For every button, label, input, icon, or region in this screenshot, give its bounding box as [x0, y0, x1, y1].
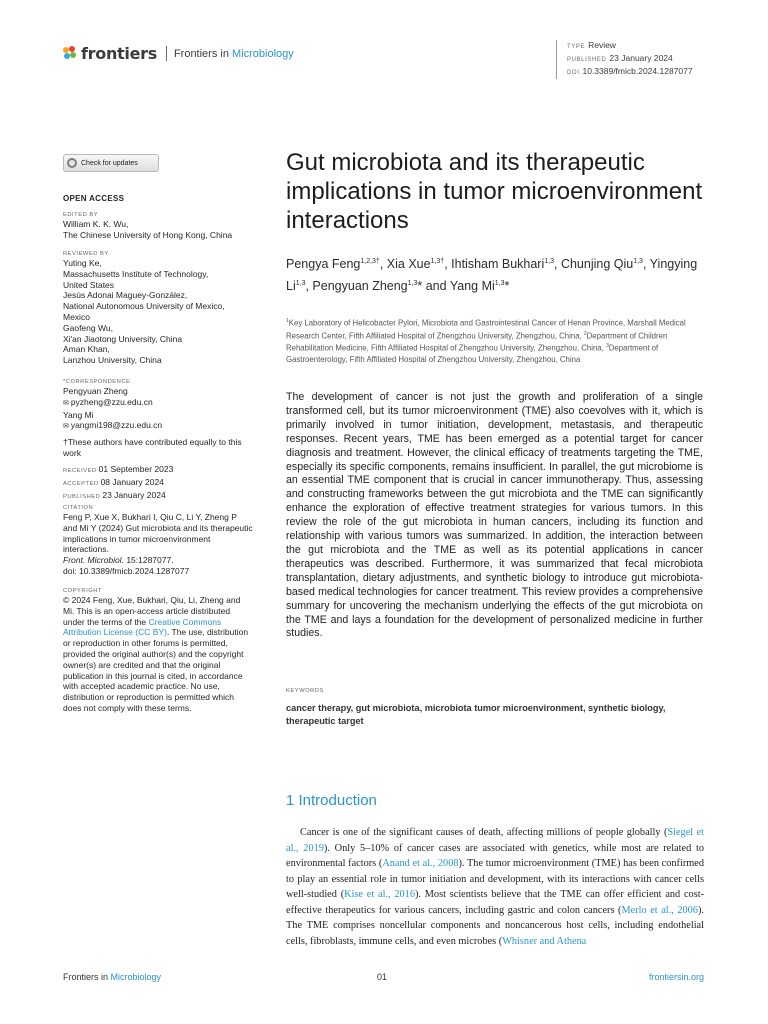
date-value: 08 January 2024: [100, 476, 164, 487]
email-address[interactable]: pyzheng@zzu.edu.cn: [70, 396, 153, 407]
author-separator: ,: [305, 279, 313, 294]
author-affiliation-marker: 1,2,3†: [360, 258, 380, 265]
author-name[interactable]: Ihtisham Bukhari: [451, 257, 545, 272]
date-label: ACCEPTED: [63, 480, 99, 487]
author-separator: ,: [553, 257, 561, 272]
footer-site-link[interactable]: frontiersin.org: [648, 972, 704, 982]
author-name[interactable]: Pengya Feng: [286, 257, 361, 272]
article-type: Review: [588, 40, 616, 50]
author-affiliation-marker: 1,3: [407, 280, 418, 288]
date-value: 01 September 2023: [98, 464, 174, 474]
author-affiliation-marker: 1,3†: [430, 258, 445, 265]
logo-divider: [166, 46, 167, 61]
published-date: 23 January 2024: [609, 53, 673, 63]
author-name[interactable]: Yang Mi: [449, 279, 495, 294]
date-value: 23 January 2024: [102, 489, 166, 500]
date-row: [63, 464, 253, 477]
reviewer-line: United States: [63, 279, 115, 290]
author-name[interactable]: Chunjing Qiu: [560, 257, 634, 272]
body-text: ). Most scientists believe that the TME can offer efficient and cost-effective therapeutics for various cancers, including gastric and colon cancers (: [286, 889, 705, 916]
affiliation-text: Department of Children Rehabilitation Medicine, Fifth Affiliated Hospital of Zhengzhou University, Zhengzhou, China,: [286, 331, 668, 353]
page-number: 01: [377, 972, 388, 982]
body-text: ). The TME comprises noncellular components and noncancerous host cells, including endothelial cells, fibroblasts, immune cells, and even microbes (: [286, 904, 704, 947]
body-text: ). Only 5–10% of cancer cases are associated with genetics, while most are related to environmental factors (: [286, 842, 704, 869]
reviewer-line: Aman Khan,: [63, 344, 110, 355]
check-for-updates-button[interactable]: Check for updates: [63, 154, 159, 172]
reviewer-line: Massachusetts Institute of Technology,: [63, 268, 209, 279]
article-dates: [63, 464, 253, 502]
equal-contribution-note: †These authors have contributed equally to this work: [63, 437, 242, 458]
affiliations: [286, 316, 706, 365]
doi-link[interactable]: 10.3389/fmicb.2024.1287077: [582, 66, 693, 76]
reviewed-by: REVIEWED BY Yuting Ke, Massachusetts Institute of Technology, United States Jesús Adonai Maguey-González, National Autonomous University of Mexico, Mexico Gaofeng Wu, Xi'an Jiaotong University, China Aman Khan, Lanzhou University, China: [63, 250, 253, 366]
body-text: ). The tumor microenvironment (TME) has been confirmed to play an essential role in tumor initiation and development, with its interactions with cancer cells well-studied (: [286, 858, 704, 900]
citation-link[interactable]: Whisner and Athena: [502, 935, 587, 947]
date-label: RECEIVED: [63, 468, 97, 474]
open-access-label: OPEN ACCESS: [63, 194, 125, 203]
citation: CITATION Feng P, Xue X, Bukhari I, Qiu C, Li Y, Zheng P and Mi Y (2024) Gut microbiota and its therapeutic implications in tumor microenvironment interactions. Front. Microbiol. 15:1287077. doi: 10.3389/fmicb.2024.1287077: [63, 505, 253, 576]
correspondent-name: Pengyuan Zheng: [63, 386, 128, 396]
copyright: COPYRIGHT © 2024 Feng, Xue, Bukhari, Qiu, Li, Zheng and Mi. This is an open-access article distributed under the terms of the Creative Commons Attribution License (CC BY). The use, distribution or reproduction in other forums is permitted, provided the original author(s) and the copyright owner(s) are credited and that the original publication in this journal is cited, in accordance with accepted academic practice. No use, distribution or reproduction is permitted which does not comply with these terms.: [63, 588, 249, 713]
refresh-icon: [67, 158, 77, 168]
frontiers-logo[interactable]: [63, 44, 294, 63]
affiliation-text: Key Laboratory of Helicobacter Pylori, Microbiota and Gastrointestinal Cancer of Henan Province, Marshall Medical Research Center, Fifth Affiliated Hospital of Zhengzhou University, Zhengzhou, China,: [286, 318, 686, 341]
envelope-icon: ✉: [63, 399, 71, 407]
footer-journal: Frontiers in Microbiology: [63, 972, 162, 982]
author-name[interactable]: Xia Xue: [386, 257, 431, 272]
affiliation-number: 1: [286, 318, 289, 324]
reviewer-line: Jesús Adonai Maguey-González,: [63, 290, 188, 301]
reviewer-line: Mexico: [63, 311, 90, 322]
body-text: Cancer is one of the significant causes of death, affecting millions of people globally (: [300, 827, 668, 838]
author-separator: *: [504, 279, 510, 294]
correspondence: *CORRESPONDENCE Pengyuan Zheng ✉ pyzheng@zzu.edu.cn Yang Mi ✉ yangmi198@zzu.edu.cn: [63, 378, 253, 433]
reviewer-line: Xi'an Jiaotong University, China: [63, 333, 183, 344]
envelope-icon: ✉: [63, 423, 71, 431]
article-title: Gut microbiota and its therapeutic implications in tumor microenvironment interactions: [286, 149, 703, 234]
date-row: [63, 477, 253, 490]
abstract: The development of cancer is not just the growth and proliferation of a single transformed cell, but its tumor microenvironment (TME) also coevolves with it, which is primarily involved in tumor initiation, development, metastasis, and therapeutic responses. Recent years, TME has been emerged as a potential target for cancer diagnosis and treatment. However, the clinical efficacy of treatments targeting the TME, especially its specific components, remains insufficient. In parallel, the gut microbiome is an essential TME component that is crucial in cancer immunotherapy. Thus, assessing and constructing frameworks between the gut microbiota and the TME can significantly enhance the exploration of effective treatment strategies for various tumors. In this review the role of the gut microbiota in human cancers, including its function and relationship with various tumors was summarized. In addition, the interaction between the gut microbiota and the TME as well as its potential applications in cancer therapeutics was described. Furthermore, it was summarized that fecal microbiota transplantation, dietary adjustments, and synthetic biology to introduce gut microbiota-based medical technologies for cancer treatment. This review provides a comprehensive summary for uncovering the mechanism underlying the effects of the gut microbiota on the TME and lays a foundation for the development of personalized medicine in further studies.: [286, 391, 703, 640]
affiliation-text: Department of Gastroenterology, Fifth Affiliated Hospital of Zhengzhou University, Zhengzhou, China: [286, 343, 659, 364]
citation-link[interactable]: Kise et al., 2016: [344, 889, 415, 900]
citation-link[interactable]: Merlo et al., 2006: [621, 904, 698, 916]
author-affiliation-marker: 1,3: [633, 258, 643, 265]
reviewer-line: Lanzhou University, China: [63, 355, 162, 366]
edited-by: EDITED BY William K. K. Wu, The Chinese University of Hong Kong, China: [63, 211, 253, 241]
author-affiliation-marker: 1,3: [494, 280, 505, 288]
author-separator: * and: [417, 279, 450, 294]
citation-link[interactable]: Anand et al., 2008: [382, 858, 459, 869]
article-meta: TYPE Review PUBLISHED 23 January 2024 DOI 10.3389/fmicb.2024.1287077: [556, 40, 693, 79]
correspondent-email[interactable]: [63, 397, 253, 410]
author-affiliation-marker: 1,3: [295, 280, 306, 288]
affiliation-number: 2: [583, 330, 587, 337]
author-separator: ,: [642, 257, 650, 272]
reviewer-line: Gaofeng Wu,: [63, 322, 113, 333]
email-address[interactable]: yangmi198@zzu.edu.cn: [70, 420, 163, 431]
author-list: [286, 252, 706, 296]
reviewer-line: National Autonomous University of Mexico,: [63, 301, 225, 312]
correspondent-email[interactable]: [63, 420, 253, 433]
brand-name: frontiers: [81, 44, 157, 63]
reviewer-line: Yuting Ke,: [63, 258, 102, 268]
author-name[interactable]: Yingying Li: [286, 257, 698, 294]
citation-link[interactable]: Siegel et al., 2019: [286, 827, 705, 854]
correspondent-name: Yang Mi: [63, 409, 94, 420]
editor-line: William K. K. Wu,: [63, 219, 129, 229]
section-heading: 1 Introduction: [286, 792, 377, 809]
introduction-paragraph: [286, 825, 704, 949]
date-label: PUBLISHED: [63, 493, 101, 500]
keywords: cancer therapy, gut microbiota, microbiota tumor microenvironment, synthetic biology, therapeutic target: [286, 703, 666, 726]
author-separator: ,: [444, 257, 452, 272]
frontiers-logo-icon: [63, 46, 77, 62]
journal-name: Frontiers in Microbiology: [173, 47, 294, 60]
author-affiliation-marker: 1,3: [544, 258, 554, 265]
date-row: [63, 490, 253, 503]
keywords-label: KEYWORDS: [286, 688, 324, 694]
author-name[interactable]: Pengyuan Zheng: [312, 279, 408, 294]
author-separator: ,: [379, 257, 387, 272]
editor-line: The Chinese University of Hong Kong, China: [63, 229, 233, 240]
cc-by-license-link[interactable]: Creative Commons Attribution License (CC BY): [63, 616, 222, 638]
affiliation-number: 3: [606, 343, 609, 350]
